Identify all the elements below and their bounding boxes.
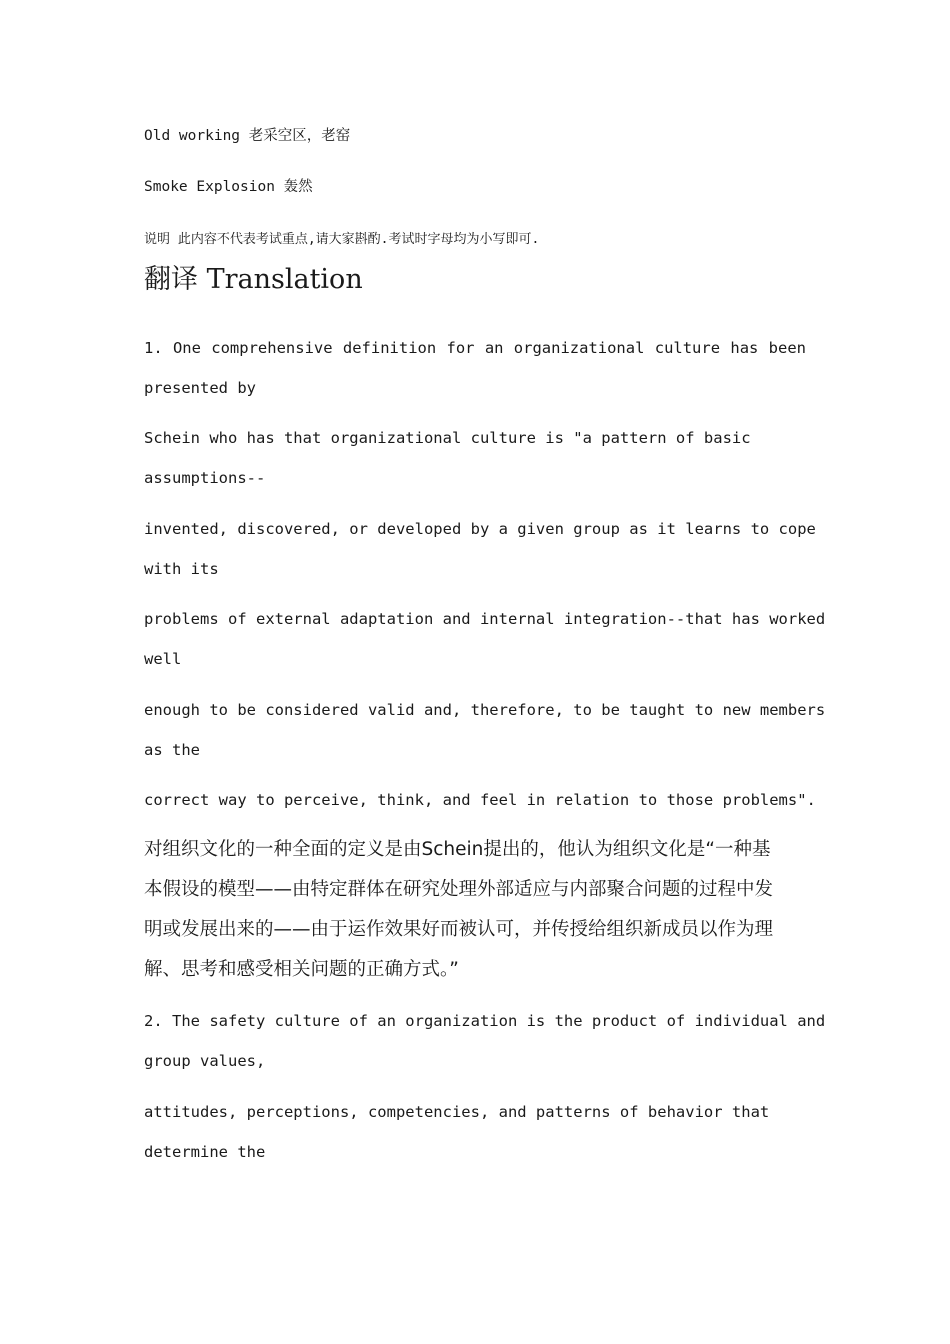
item2-line-4: determine the (144, 1143, 266, 1161)
item1-line-9: enough to be considered valid and, therefore, to be taught to new members (144, 701, 826, 719)
section-title: 翻译 Translation (144, 264, 363, 295)
item2-line-2: group values, (144, 1052, 266, 1070)
glossary-entry-smoke-explosion: Smoke Explosion 轰然 (144, 179, 313, 195)
item1-translation-line-1: 对组织文化的一种全面的定义是由Schein提出的，他认为组织文化是“一种基 (144, 839, 771, 860)
item1-translation-line-4: 解、思考和感受相关问题的正确方式。” (144, 959, 459, 980)
item1-line-2: presented by (144, 379, 256, 397)
item1-translation-line-3: 明或发展出来的——由于运作效果好而被认可，并传授给组织新成员以作为理 (144, 919, 774, 940)
item1-line-5: invented, discovered, or developed by a given group as it learns to cope (144, 520, 816, 538)
item2-line-3: attitudes, perceptions, competencies, and patterns of behavior that (144, 1103, 770, 1121)
item1-line-3: Schein who has that organizational culture is "a pattern of basic (144, 429, 751, 447)
item1-line-8: well (144, 650, 182, 668)
note-text: 说明 此内容不代表考试重点,请大家斟酌.考试时字母均为小写即可. (144, 232, 540, 247)
glossary-entry-old-working: Old working 老采空区，老窑 (144, 128, 351, 144)
item2-line-1: 2. The safety culture of an organization is the product of individual and (144, 1012, 826, 1030)
item1-line-4: assumptions-- (144, 469, 266, 487)
item1-translation-line-2: 本假设的模型——由特定群体在研究处理外部适应与内部聚合问题的过程中发 (144, 879, 774, 900)
item1-line-11: correct way to perceive, think, and feel in relation to those problems". (144, 791, 816, 809)
item1-line-7: problems of external adaptation and internal integration--that has worked (144, 610, 826, 628)
item1-line-6: with its (144, 560, 219, 578)
item1-line-10: as the (144, 741, 200, 759)
item1-line-1: 1. One comprehensive definition for an organizational culture has been (144, 339, 806, 357)
